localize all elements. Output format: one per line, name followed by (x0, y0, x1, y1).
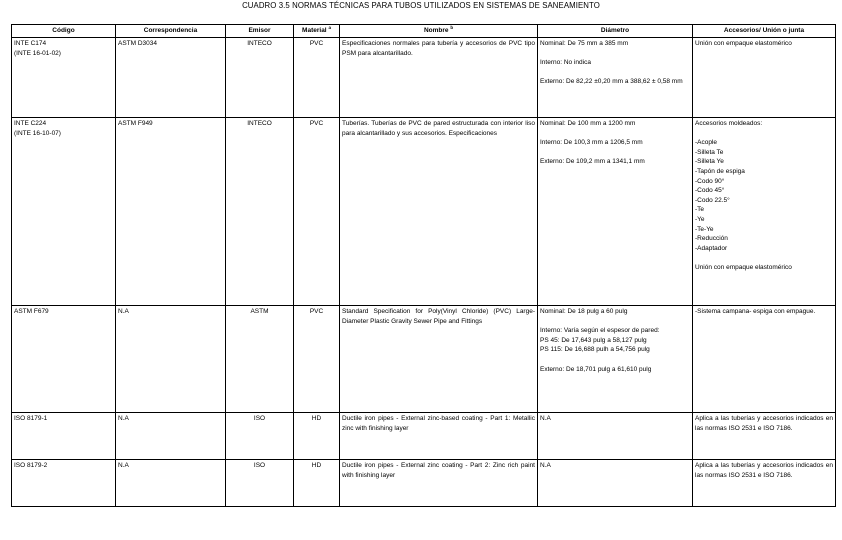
cell-line: -Codo 45° (695, 187, 725, 195)
line-gap (540, 317, 690, 327)
cell-emisor: INTECO (226, 38, 294, 118)
cell-line: (INTE 16-10-07) (14, 129, 61, 137)
header-accesorios: Accesorios/ Unión o junta (693, 25, 836, 38)
cell-line: -Tapón de espiga (695, 167, 745, 175)
cell-line: Interno: De 100,3 mm a 1206,5 mm (540, 139, 643, 147)
cell-correspondencia: N.A (116, 413, 226, 460)
cell-nombre: Tuberías. Tuberías de PVC de pared estructurada con interior liso para alcantarillado y sus accesorios. Especificaciones (340, 118, 538, 306)
header-emisor: Emisor (226, 25, 294, 38)
cell-diametro (538, 413, 693, 460)
cell-nombre: Standard Specification for Poly(Vinyl Chloride) (PVC) Large-Diameter Plastic Gravity Sewer Pipe and Fittings (340, 306, 538, 413)
cell-codigo (12, 118, 116, 306)
cell-line: N.A (540, 415, 551, 422)
cell-emisor: ASTM (226, 306, 294, 413)
cell-accesorios (693, 306, 836, 413)
cell-accesorios (693, 413, 836, 460)
cell-material: PVC (294, 38, 340, 118)
cell-line: Aplica a las tuberías y accesorios indicados en las normas ISO 2531 e ISO 7186. (695, 462, 833, 479)
cell-line: -Adaptador (695, 244, 728, 252)
cell-emisor: ISO (226, 413, 294, 460)
cell-diametro (538, 118, 693, 306)
header-nombre (340, 25, 538, 38)
table-row (12, 118, 836, 306)
table-row (12, 306, 836, 413)
cell-line: -Silleta Te (695, 148, 724, 156)
table-body (12, 38, 836, 507)
line-gap (540, 355, 690, 365)
header-codigo: Código (12, 25, 116, 38)
header-diametro: Diámetro (538, 25, 693, 38)
cell-line: -Sistema campana- espiga con empague. (695, 308, 816, 315)
table-header-row (12, 25, 836, 38)
cell-accesorios (693, 460, 836, 507)
cell-nombre: Ductile iron pipes - External zinc-based coating - Part 1: Metallic zinc with finishing layer (340, 413, 538, 460)
cell-line: Nominal: De 18 pulg a 60 pulg (540, 308, 628, 315)
cell-material: HD (294, 413, 340, 460)
cell-codigo (12, 413, 116, 460)
cell-nombre: Especificaciones normales para tubería y accesorios de PVC tipo PSM para alcantarillado. (340, 38, 538, 118)
cell-codigo (12, 38, 116, 118)
cell-line: -Ye (695, 215, 705, 223)
cell-line: -Reducción (695, 235, 728, 243)
cell-line: Externo: De 109,2 mm a 1341,1 mm (540, 158, 645, 166)
cell-line: Interno: No indica (540, 59, 591, 67)
cell-line: Unión con empaque elastomérico (695, 40, 792, 47)
header-nombre-label: Nombre (423, 27, 449, 35)
cell-line: Externo: De 18,701 pulg a 61,610 pulg (540, 365, 652, 373)
table-row (12, 38, 836, 118)
cell-correspondencia: ASTM D3034 (116, 38, 226, 118)
cell-emisor: INTECO (226, 118, 294, 306)
cell-line: Externo: De 82,22 ±0,20 mm a 388,62 ± 0,58 mm (540, 78, 683, 86)
cell-codigo (12, 460, 116, 507)
line-gap (695, 253, 833, 263)
table-row (12, 413, 836, 460)
cell-diametro (538, 38, 693, 118)
cell-line: -Codo 90° (695, 177, 725, 185)
cell-line: ASTM F679 (14, 308, 49, 315)
cell-line: -Te-Ye (695, 225, 714, 233)
line-gap (540, 148, 690, 158)
header-material-footnote: a (328, 25, 331, 31)
cell-line: -Codo 22.5° (695, 196, 730, 204)
line-gap (540, 129, 690, 139)
cell-line: Unión con empaque elastomérico (695, 263, 792, 271)
cell-line: INTE C174 (14, 40, 47, 47)
table-caption: CUADRO 3.5 NORMAS TÉCNICAS PARA TUBOS UTILIZADOS EN SISTEMAS DE SANEAMIENTO (242, 1, 600, 10)
cell-line: Nominal: De 75 mm a 385 mm (540, 40, 629, 47)
cell-emisor: ISO (226, 460, 294, 507)
cell-material: PVC (294, 118, 340, 306)
header-material-label: Material (302, 27, 327, 35)
cell-line: ISO 8179-1 (14, 415, 48, 422)
cell-line: -Acople (695, 139, 718, 147)
cell-line: Accesorios moldeados: (695, 120, 763, 127)
cell-line: Aplica a las tuberías y accesorios indicados en las normas ISO 2531 e ISO 7186. (695, 415, 833, 432)
cell-diametro (538, 460, 693, 507)
line-gap (695, 129, 833, 139)
cell-accesorios (693, 118, 836, 306)
cell-diametro (538, 306, 693, 413)
cell-accesorios (693, 38, 836, 118)
header-correspondencia: Correspondencia (116, 25, 226, 38)
cell-line: Nominal: De 100 mm a 1200 mm (540, 120, 636, 127)
line-gap (540, 49, 690, 59)
cell-nombre: Ductile iron pipes - External zinc coating - Part 2: Zinc rich paint with finishing layer (340, 460, 538, 507)
cell-line: INTE C224 (14, 120, 47, 127)
cell-line: Interno: Varía según el espesor de pared: (540, 327, 660, 335)
cell-codigo (12, 306, 116, 413)
cell-correspondencia: ASTM F949 (116, 118, 226, 306)
cell-line: ISO 8179-2 (14, 462, 48, 469)
cell-line: -Silleta Ye (695, 158, 724, 166)
cell-line: -Te (695, 206, 705, 214)
cell-correspondencia: N.A (116, 306, 226, 413)
cell-line: PS 115: De 16,688 pulh a 54,756 pulg (540, 346, 650, 354)
cell-line: PS 45: De 17,643 pulg a 58,127 pulg (540, 336, 647, 344)
cell-correspondencia: N.A (116, 460, 226, 507)
cell-material: PVC (294, 306, 340, 413)
cell-material: HD (294, 460, 340, 507)
table-row (12, 460, 836, 507)
header-material (294, 25, 340, 38)
cell-line: (INTE 16-01-02) (14, 49, 61, 57)
header-nombre-footnote: b (450, 25, 454, 31)
standards-table (11, 24, 836, 507)
line-gap (540, 68, 690, 78)
cell-line: N.A (540, 462, 551, 469)
